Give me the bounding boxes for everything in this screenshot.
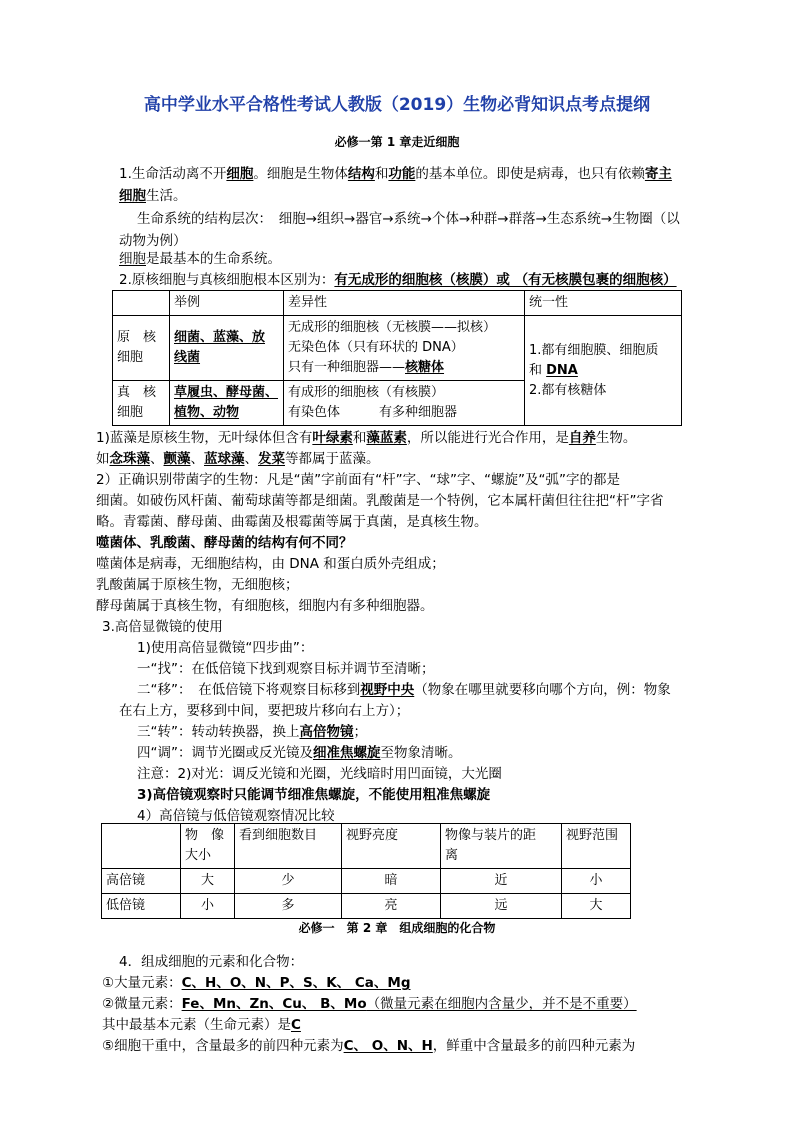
keyword: 念珠藻 [109, 451, 150, 467]
paragraph-2 [119, 270, 677, 290]
text: 的基本单位。即使是病毒，也只有依赖 [415, 166, 645, 182]
paragraph-1-cont [119, 186, 187, 206]
microscope-step: 1)使用高倍显微镜“四步曲”： [137, 640, 314, 656]
table-header-cell: 差异性 [284, 291, 525, 316]
text: （物象在哪里就要移向哪个方向，例：物象 [414, 682, 671, 698]
eukaryote-examples: 草履虫、酵母菌、 植物、动物 [170, 381, 284, 426]
table-cell: 多 [235, 894, 342, 919]
text: 至物象清晰。 [380, 745, 462, 761]
answer-line: 酵母菌属于真核生物，有细胞核，细胞内有多种细胞器。 [96, 598, 434, 614]
table-cell: 远 [441, 894, 562, 919]
table-header-cell: 看到细胞数目 [235, 824, 342, 869]
microscope-step [137, 680, 671, 700]
text: 是最基本的生命系统。 [146, 251, 281, 267]
text: ； [353, 724, 367, 740]
text: ，所以能进行光合作用，是 [406, 430, 569, 446]
paragraph-3-cont: 如念珠藻、颤藻、蓝球藻、发菜等都属于蓝藻。 [96, 451, 380, 467]
macro-elements [102, 973, 410, 993]
keyword: 发菜 [258, 451, 285, 467]
text: 三“转”：转动转换器，换上 [137, 724, 300, 740]
row-label-eukaryote: 真 核 细胞 [113, 381, 170, 426]
microscope-step: 一“找”：在低倍镜下找到观察目标并调节至清晰； [137, 661, 435, 677]
keyword: 叶绿素 [312, 430, 353, 446]
text: （微量元素在细胞内含量少，并不是不重要） [366, 996, 637, 1012]
paragraph-1 [119, 164, 672, 184]
keyword: 结构 [347, 166, 375, 182]
text: 1)蓝藻是原核生物，无叶绿体但含有 [96, 430, 313, 446]
unity-line: 1.都有细胞膜、细胞质 [529, 342, 659, 358]
keyword: 细胞 [119, 251, 146, 267]
text: 其中最基本元素（生命元素）是 [102, 1017, 291, 1033]
table-header-cell [113, 291, 170, 316]
blank-answer: 细胞 [226, 166, 254, 182]
keyword: 自养 [568, 430, 596, 446]
text: 和 [374, 166, 389, 182]
text: 二“移”： 在低倍镜下将观察目标移到 [137, 682, 361, 698]
text: 只有一种细胞器—— [288, 360, 406, 375]
table-cell: 少 [235, 869, 342, 894]
basic-element [102, 1015, 301, 1035]
microscope-step [137, 722, 367, 742]
text: ②微量元素： [102, 996, 182, 1012]
keyword: 核糖体 [405, 360, 445, 375]
prokaryote-differences [284, 316, 525, 381]
keyword: C [291, 1017, 301, 1033]
chapter-2-heading: 必修一 第 2 章 组成细胞的化合物 [298, 921, 496, 935]
keyword: C、 O、N、H [343, 1038, 433, 1054]
paragraph-3 [96, 428, 636, 448]
table-header-cell: 统一性 [525, 291, 682, 316]
document-title: 高中学业水平合格性考试人教版（2019）生物必背知识点考点提纲 [143, 95, 651, 115]
text: 四“调”：调节光圈或反光镜及 [137, 745, 313, 761]
diff-line: 无成形的细胞核（无核膜——拟核） [288, 320, 497, 335]
microscope-note: 注意：2)对光：调反光镜和光圈，光线暗时用凹面镜，大光圈 [137, 766, 502, 782]
unity-line: 2.都有核糖体 [529, 382, 607, 398]
diff-line: 无染色体（只有环状的 DNA） [288, 340, 464, 355]
keyword: 蓝球藻 [204, 451, 245, 467]
table-header-cell: 视野范围 [562, 824, 631, 869]
diff-line [288, 358, 520, 378]
keyword: 藻蓝素 [366, 430, 407, 446]
text: 和 [529, 362, 547, 378]
life-system-levels: 生命系统的结构层次： 细胞→组织→器官→系统→个体→种群→群落→生态系统→生物圈（以 [137, 211, 680, 227]
table-cell: 亮 [342, 894, 441, 919]
microscope-note: 3)高倍镜观察时只能调节细准焦螺旋，不能使用粗准焦螺旋 [137, 787, 491, 803]
table-cell: 暗 [342, 869, 441, 894]
dry-weight-elements [102, 1036, 635, 1056]
life-system-levels-cont: 动物为例） [119, 233, 187, 249]
table-header-cell [102, 824, 181, 869]
magnification-comparison-table [101, 823, 631, 919]
table-cell: 小 [562, 869, 631, 894]
prokaryote-examples: 细菌、蓝藻、放 线菌 [170, 316, 284, 381]
text: ⑤细胞干重中，含量最多的前四种元素为 [102, 1038, 344, 1054]
text: ①大量元素： [102, 975, 182, 991]
question-heading: 噬菌体、乳酸菌、酵母菌的结构有何不同？ [96, 535, 353, 551]
diff-line: 有成形的细胞核（有核膜） [288, 385, 445, 400]
table-cell: 大 [181, 869, 235, 894]
paragraph-4: 2）正确识别带菌字的生物：凡是“菌”字前面有“杆”字、“球”字、“螺旋”及“弧”字的都是 [96, 472, 621, 488]
blank-answer: 细胞 [119, 188, 146, 204]
unity-line [529, 361, 677, 381]
chapter-1-heading: 必修一第 1 章走近细胞 [334, 135, 460, 149]
answer-line: 乳酸菌属于原核生物，无细胞核； [96, 577, 299, 593]
text: 2.原核细胞与真核细胞根本区别为： [119, 272, 335, 288]
text: 等都属于蓝藻。 [285, 451, 380, 467]
paragraph-4-cont: 细菌。如破伤风杆菌、葡萄球菌等都是细菌。乳酸菌是一个特例，它本属杆菌但往往把“杆”字省 [96, 493, 664, 509]
basic-life-system [119, 249, 281, 269]
text: 生物。 [595, 430, 637, 446]
keyword: 颤藻 [163, 451, 191, 467]
text: 。细胞是生物体 [253, 166, 348, 182]
table-cell: 高倍镜 [102, 869, 181, 894]
keyword: C、H、O、N、P、S、K、 Ca、Mg [181, 975, 411, 991]
microscope-step-cont: 在右上方，要移到中间，要把玻片移向右上方）； [119, 703, 410, 719]
table-cell: 低倍镜 [102, 894, 181, 919]
table-cell: 小 [181, 894, 235, 919]
keyword: DNA [546, 362, 578, 378]
paragraph-elements: 4．组成细胞的元素和化合物： [119, 954, 304, 970]
paragraph-4-cont: 略。青霉菌、酵母菌、曲霉菌及根霉菌等属于真菌，是真核生物。 [96, 514, 488, 530]
text: 1.生命活动离不开 [119, 166, 227, 182]
answer-line: 噬菌体是病毒，无细胞结构，由 DNA 和蛋白质外壳组成； [96, 556, 445, 572]
table-cell: 近 [441, 869, 562, 894]
table-cell: 大 [562, 894, 631, 919]
blank-answer: 寄主 [644, 166, 672, 182]
section-microscope: 3.高倍显微镜的使用 [102, 619, 223, 635]
keyword: 功能 [388, 166, 416, 182]
table-header-cell: 物 像 大小 [181, 824, 235, 869]
microscope-compare-heading: 4）高倍镜与低倍镜观察情况比较 [137, 808, 335, 824]
eukaryote-differences [284, 381, 525, 426]
unity-cell [525, 316, 682, 426]
text: 如 [96, 451, 110, 467]
keyword: 视野中央 [360, 682, 415, 698]
table-header-cell: 物像与装片的距 离 [441, 824, 562, 869]
keyword: 细准焦螺旋 [313, 745, 381, 761]
table-header-cell: 举例 [170, 291, 284, 316]
micro-elements [102, 994, 637, 1014]
microscope-step [137, 743, 462, 763]
text: 和 [352, 430, 367, 446]
keyword: 有无成形的细胞核（核膜）或 （有无核膜包裹的细胞核） [334, 272, 677, 288]
diff-line: 有染色体 有多种细胞器 [288, 405, 458, 420]
row-label-prokaryote: 原 核 细胞 [113, 316, 170, 381]
keyword: Fe、Mn、Zn、Cu、 B、Mo [181, 996, 367, 1012]
table-header-cell: 视野亮度 [342, 824, 441, 869]
cell-comparison-table [112, 290, 682, 426]
keyword: 高倍物镜 [299, 724, 354, 740]
text: ，鲜重中含量最多的前四种元素为 [432, 1038, 636, 1054]
text: 生活。 [146, 188, 187, 204]
